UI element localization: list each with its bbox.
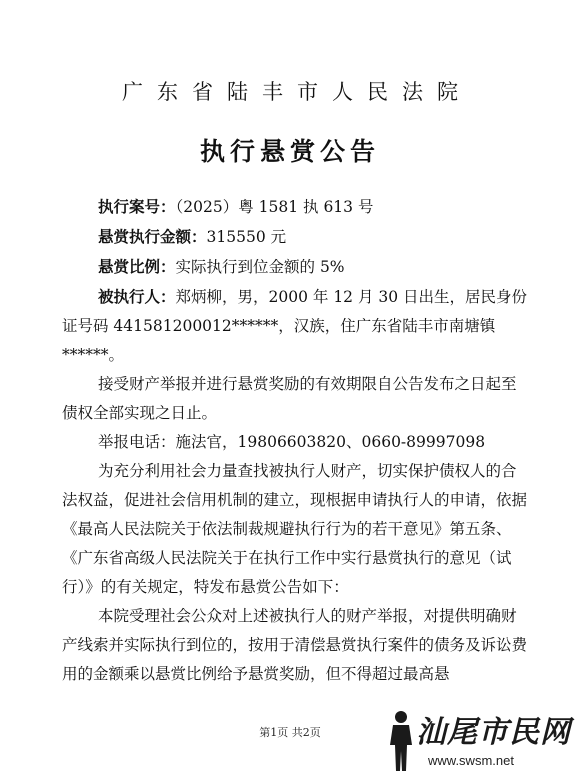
- reward-rule-paragraph: 本院受理社会公众对上述被执行人的财产举报，对提供明确财产线索并实际执行到位的，按用于清偿悬赏执行案件的债务及诉讼费用的金额乘以悬赏比例给予悬赏奖励，但不得超过最高悬: [62, 607, 528, 683]
- site-watermark: [384, 707, 572, 773]
- court-name: 广东省陆丰市人民法院: [122, 80, 472, 104]
- reward-ratio-value: 实际执行到位金额的 5%: [175, 258, 345, 276]
- case-number-line: [62, 192, 530, 222]
- report-phone-paragraph: 举报电话：施法官，19806603820、0660-89997098: [98, 433, 486, 451]
- watermark-site-url: www.swsm.net: [428, 753, 514, 768]
- reward-ratio-label: 悬赏比例：: [98, 257, 176, 276]
- reward-amount-value: 315550 元: [206, 228, 287, 246]
- document-body: [62, 192, 530, 689]
- case-number-value: （2025）粤 1581 执 613 号: [175, 198, 374, 216]
- reward-amount-line: [62, 222, 530, 252]
- reward-ratio-line: [62, 252, 530, 282]
- case-number-label: 执行案号：: [98, 197, 176, 216]
- legal-basis-paragraph: 为充分利用社会力量查找被执行人财产，切实保护债权人的合法权益，促进社会信用机制的建立，现根据申请执行人的申请，依据《最高人民法院关于依法制裁规避执行行为的若干意见》第五条、《广东省高级人民法院关于在执行工作中实行悬赏执行的意见（试行）》的有关规定，特发布悬赏公告如下：: [62, 462, 528, 596]
- debtor-line: [62, 282, 530, 370]
- watermark-site-name: 汕尾市民网: [416, 715, 571, 750]
- reward-amount-label: 悬赏执行金额：: [98, 227, 207, 246]
- debtor-value: 郑炳柳，男，2000 年 12 月 30 日出生，居民身份证号码 441581200012******，汉族，住广东省陆丰市南塘镇******。: [62, 288, 528, 364]
- validity-paragraph: 接受财产举报并进行悬赏奖励的有效期限自公告发布之日起至债权全部实现之日止。: [62, 375, 517, 422]
- notice-title: 执行悬赏公告: [199, 137, 380, 166]
- person-silhouette-icon: [384, 709, 418, 773]
- page-number: 第1页 共2页: [259, 726, 321, 739]
- debtor-label: 被执行人：: [98, 287, 176, 306]
